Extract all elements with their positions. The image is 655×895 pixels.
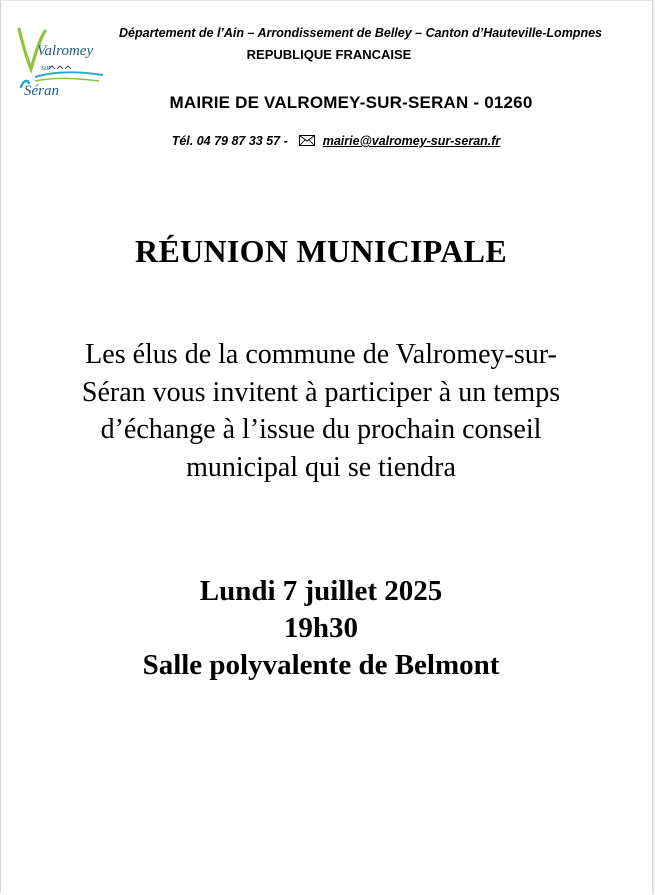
email-link[interactable]: mairie@valromey-sur-seran.fr [322,134,501,148]
phone-number: Tél. 04 79 87 33 57 - [171,134,288,148]
contact-line [111,134,561,148]
meeting-details [1,573,641,684]
logo-text-mid: sur [41,63,52,72]
meeting-place: Salle polyvalente de Belmont [142,649,500,681]
meeting-title: RÉUNION MUNICIPALE [135,233,507,269]
logo-text-top: Valromey [37,43,94,59]
mairie-heading: MAIRIE DE VALROMEY-SUR-SERAN - 01260 [169,93,533,112]
envelope-icon [299,135,315,146]
meeting-date: Lundi 7 juillet 2025 [199,575,443,607]
invitation-line: municipal qui se tiendra [186,451,456,483]
valromey-seran-logo [15,25,109,101]
republique-line: REPUBLIQUE FRANCAISE [246,47,412,62]
invitation-line: d’échange à l’issue du prochain conseil [100,414,542,445]
invitation-text [21,336,621,486]
departement-line: Département de l’Ain – Arrondissement de Belley – Canton d’Hauteville-Lompnes [119,26,602,40]
meeting-time: 19h30 [283,612,359,644]
invitation-line: Les élus de la commune de Valromey-sur- [85,339,557,370]
logo-text-bottom: Séran [24,83,59,99]
invitation-line: Séran vous invitent à participer à un temps [81,376,561,408]
